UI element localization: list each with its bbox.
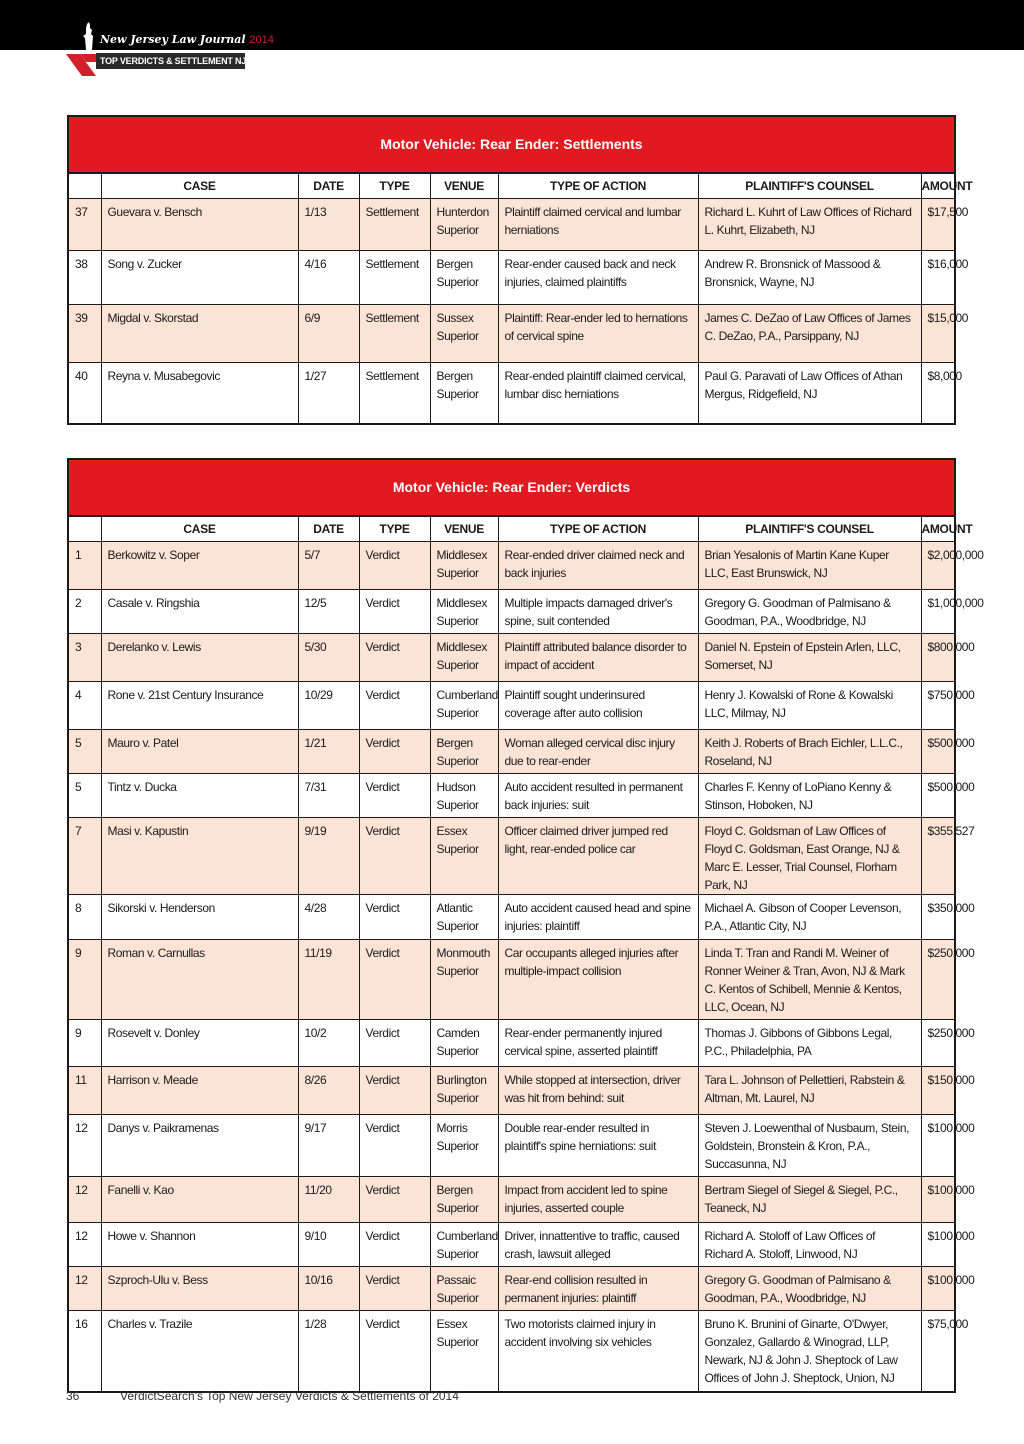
cell-case: Mauro v. Patel xyxy=(101,730,298,774)
cell-action: Driver, innattentive to traffic, caused crash, lawsuit alleged xyxy=(498,1223,698,1267)
cell-case: Harrison v. Meade xyxy=(101,1067,298,1115)
cell-date: 4/28 xyxy=(298,895,359,940)
cell-date: 11/19 xyxy=(298,940,359,1020)
column-header-venue: VENUE xyxy=(430,517,498,542)
cell-date: 7/31 xyxy=(298,774,359,818)
cell-amount: $500,000 xyxy=(921,774,954,818)
table-row xyxy=(69,305,954,363)
cell-action: While stopped at intersection, driver was hit from behind: suit xyxy=(498,1067,698,1115)
cell-rank: 11 xyxy=(69,1067,101,1115)
cell-type: Verdict xyxy=(359,774,430,818)
column-header-action: TYPE OF ACTION xyxy=(498,174,698,199)
cell-action: Car occupants alleged injuries after multiple-impact collision xyxy=(498,940,698,1020)
cell-rank: 3 xyxy=(69,634,101,682)
table-row xyxy=(69,542,954,590)
table-row xyxy=(69,730,954,774)
cell-type: Verdict xyxy=(359,1020,430,1067)
cell-venue: Bergen Superior xyxy=(430,363,498,423)
cell-venue: Hudson Superior xyxy=(430,774,498,818)
cell-type: Settlement xyxy=(359,363,430,423)
cell-counsel: Bertram Siegel of Siegel & Siegel, P.C., Teaneck, NJ xyxy=(698,1177,921,1223)
cell-venue: Essex Superior xyxy=(430,1311,498,1391)
cell-date: 8/26 xyxy=(298,1067,359,1115)
cell-amount: $2,000,000 xyxy=(921,542,954,590)
cell-case: Derelanko v. Lewis xyxy=(101,634,298,682)
cell-action: Rear-ender caused back and neck injuries, claimed plaintiffs xyxy=(498,251,698,305)
cell-amount: $17,500 xyxy=(921,199,954,251)
cell-action: Plaintiff attributed balance disorder to impact of accident xyxy=(498,634,698,682)
cell-date: 1/13 xyxy=(298,199,359,251)
cell-action: Impact from accident led to spine injuries, asserted couple xyxy=(498,1177,698,1223)
cell-venue: Passaic Superior xyxy=(430,1267,498,1311)
cell-rank: 9 xyxy=(69,940,101,1020)
cell-amount: $100,000 xyxy=(921,1267,954,1311)
cell-counsel: Keith J. Roberts of Brach Eichler, L.L.C., Roseland, NJ xyxy=(698,730,921,774)
cell-counsel: Paul G. Paravati of Law Offices of Athan Mergus, Ridgefield, NJ xyxy=(698,363,921,423)
cell-action: Rear-ender permanently injured cervical spine, asserted plaintiff xyxy=(498,1020,698,1067)
cell-rank: 12 xyxy=(69,1115,101,1177)
cell-date: 11/20 xyxy=(298,1177,359,1223)
cell-type: Settlement xyxy=(359,251,430,305)
cell-type: Settlement xyxy=(359,305,430,363)
cell-amount: $15,000 xyxy=(921,305,954,363)
cell-venue: Bergen Superior xyxy=(430,1177,498,1223)
cell-amount: $16,000 xyxy=(921,251,954,305)
cell-venue: Middlesex Superior xyxy=(430,590,498,634)
cell-action: Auto accident resulted in permanent back injuries: suit xyxy=(498,774,698,818)
cell-venue: Atlantic Superior xyxy=(430,895,498,940)
column-header-amount: AMOUNT xyxy=(921,517,954,542)
column-header-venue: VENUE xyxy=(430,174,498,199)
column-header-case: CASE xyxy=(101,174,298,199)
cell-action: Rear-end collision resulted in permanent injuries: plaintiff xyxy=(498,1267,698,1311)
cell-case: Rosevelt v. Donley xyxy=(101,1020,298,1067)
column-header-date: DATE xyxy=(298,174,359,199)
column-header-rank xyxy=(69,517,101,542)
cell-counsel: Richard A. Stoloff of Law Offices of Richard A. Stoloff, Linwood, NJ xyxy=(698,1223,921,1267)
table-row xyxy=(69,590,954,634)
cell-type: Verdict xyxy=(359,940,430,1020)
cell-rank: 12 xyxy=(69,1223,101,1267)
table-row xyxy=(69,895,954,940)
cell-rank: 8 xyxy=(69,895,101,940)
cell-counsel: Charles F. Kenny of LoPiano Kenny & Stinson, Hoboken, NJ xyxy=(698,774,921,818)
cell-case: Fanelli v. Kao xyxy=(101,1177,298,1223)
cell-action: Plaintiff sought underinsured coverage after auto collision xyxy=(498,682,698,730)
cell-type: Verdict xyxy=(359,1115,430,1177)
cell-venue: Monmouth Superior xyxy=(430,940,498,1020)
settlements-table-title: Motor Vehicle: Rear Ender: Settlements xyxy=(69,117,954,174)
cell-amount: $100,000 xyxy=(921,1115,954,1177)
cell-rank: 12 xyxy=(69,1177,101,1223)
cell-case: Masi v. Kapustin xyxy=(101,818,298,895)
cell-date: 9/17 xyxy=(298,1115,359,1177)
column-header-date: DATE xyxy=(298,517,359,542)
cell-amount: $250,000 xyxy=(921,1020,954,1067)
column-header-counsel: PLAINTIFF'S COUNSEL xyxy=(698,174,921,199)
cell-rank: 39 xyxy=(69,305,101,363)
publication-title xyxy=(100,33,274,46)
cell-rank: 5 xyxy=(69,774,101,818)
column-header-counsel: PLAINTIFF'S COUNSEL xyxy=(698,517,921,542)
table-row xyxy=(69,1311,954,1391)
table-row xyxy=(69,1020,954,1067)
cell-date: 6/9 xyxy=(298,305,359,363)
cell-case: Berkowitz v. Soper xyxy=(101,542,298,590)
table-row xyxy=(69,1115,954,1177)
cell-venue: Hunterdon Superior xyxy=(430,199,498,251)
cell-action: Rear-ended driver claimed neck and back injuries xyxy=(498,542,698,590)
table-row xyxy=(69,1067,954,1115)
cell-amount: $1,000,000 xyxy=(921,590,954,634)
cell-action: Plaintiff: Rear-ender led to hernations of cervical spine xyxy=(498,305,698,363)
cell-action: Double rear-ender resulted in plaintiff's spine herniations: suit xyxy=(498,1115,698,1177)
cell-venue: Bergen Superior xyxy=(430,251,498,305)
cell-rank: 16 xyxy=(69,1311,101,1391)
cell-counsel: Henry J. Kowalski of Rone & Kowalski LLC, Milmay, NJ xyxy=(698,682,921,730)
cell-action: Woman alleged cervical disc injury due to rear-ender xyxy=(498,730,698,774)
cell-venue: Burlington Superior xyxy=(430,1067,498,1115)
cell-venue: Cumberland Superior xyxy=(430,682,498,730)
cell-counsel: Linda T. Tran and Randi M. Weiner of Ronner Weiner & Tran, Avon, NJ & Mark C. Kentos of Schibell, Mennie & Kentos, LLC, Ocean, NJ xyxy=(698,940,921,1020)
cell-amount: $355,527 xyxy=(921,818,954,895)
column-header-type: TYPE xyxy=(359,174,430,199)
cell-date: 12/5 xyxy=(298,590,359,634)
cell-type: Verdict xyxy=(359,818,430,895)
verdicts-header-row xyxy=(69,517,954,542)
cell-case: Charles v. Trazile xyxy=(101,1311,298,1391)
cell-rank: 9 xyxy=(69,1020,101,1067)
footer-text: VerdictSearch's Top New Jersey Verdicts & Settlements of 2014 xyxy=(120,1389,459,1403)
cell-date: 5/7 xyxy=(298,542,359,590)
table-row xyxy=(69,634,954,682)
cell-type: Verdict xyxy=(359,1311,430,1391)
section-banner: TOP VERDICTS & SETTLEMENT NJ xyxy=(96,53,245,69)
cell-type: Verdict xyxy=(359,542,430,590)
cell-venue: Morris Superior xyxy=(430,1115,498,1177)
table-row xyxy=(69,940,954,1020)
verdicts-table xyxy=(67,458,984,1393)
cell-amount: $8,000 xyxy=(921,363,954,423)
cell-amount: $250,000 xyxy=(921,940,954,1020)
cell-rank: 2 xyxy=(69,590,101,634)
cell-venue: Cumberland Superior xyxy=(430,1223,498,1267)
verdicts-rows xyxy=(69,542,984,1391)
column-header-action: TYPE OF ACTION xyxy=(498,517,698,542)
cell-venue: Essex Superior xyxy=(430,818,498,895)
cell-rank: 7 xyxy=(69,818,101,895)
cell-rank: 1 xyxy=(69,542,101,590)
masthead-logo xyxy=(66,20,274,76)
table-row xyxy=(69,199,954,251)
cell-action: Officer claimed driver jumped red light, rear-ended police car xyxy=(498,818,698,895)
cell-venue: Bergen Superior xyxy=(430,730,498,774)
cell-date: 1/21 xyxy=(298,730,359,774)
cell-amount: $100,000 xyxy=(921,1223,954,1267)
cell-rank: 4 xyxy=(69,682,101,730)
cell-case: Roman v. Carnullas xyxy=(101,940,298,1020)
cell-counsel: Bruno K. Brunini of Ginarte, O'Dwyer, Gonzalez, Gallardo & Winograd, LLP, Newark, NJ & John J. Sheptock of Law Offices of John J. Sheptock, Union, NJ xyxy=(698,1311,921,1391)
cell-action: Two motorists claimed injury in accident involving six vehicles xyxy=(498,1311,698,1391)
cell-rank: 38 xyxy=(69,251,101,305)
cell-case: Szproch-Ulu v. Bess xyxy=(101,1267,298,1311)
publication-name: New Jersey Law Journal xyxy=(100,33,246,46)
cell-case: Danys v. Paikramenas xyxy=(101,1115,298,1177)
verdicts-table-title: Motor Vehicle: Rear Ender: Verdicts xyxy=(69,460,954,517)
cell-date: 1/28 xyxy=(298,1311,359,1391)
cell-rank: 37 xyxy=(69,199,101,251)
table-row xyxy=(69,818,954,895)
cell-case: Song v. Zucker xyxy=(101,251,298,305)
cell-amount: $100,000 xyxy=(921,1177,954,1223)
cell-counsel: James C. DeZao of Law Offices of James C. DeZao, P.A., Parsippany, NJ xyxy=(698,305,921,363)
cell-counsel: Andrew R. Bronsnick of Massood & Bronsnick, Wayne, NJ xyxy=(698,251,921,305)
cell-counsel: Gregory G. Goodman of Palmisano & Goodman, P.A., Woodbridge, NJ xyxy=(698,590,921,634)
column-header-amount: AMOUNT xyxy=(921,174,954,199)
cell-action: Auto accident caused head and spine injuries: plaintiff xyxy=(498,895,698,940)
cell-counsel: Steven J. Loewenthal of Nusbaum, Stein, Goldstein, Bronstein & Kron, P.A., Succasunna, NJ xyxy=(698,1115,921,1177)
cell-amount: $75,000 xyxy=(921,1311,954,1391)
page-footer xyxy=(66,1389,459,1403)
cell-type: Settlement xyxy=(359,199,430,251)
cell-amount: $750,000 xyxy=(921,682,954,730)
cell-case: Migdal v. Skorstad xyxy=(101,305,298,363)
cell-amount: $800,000 xyxy=(921,634,954,682)
table-row xyxy=(69,1223,954,1267)
settlements-header-row xyxy=(69,174,954,199)
cell-venue: Camden Superior xyxy=(430,1020,498,1067)
table-row xyxy=(69,363,954,423)
table-row xyxy=(69,251,954,305)
cell-date: 10/16 xyxy=(298,1267,359,1311)
cell-venue: Middlesex Superior xyxy=(430,634,498,682)
cell-amount: $350,000 xyxy=(921,895,954,940)
settlements-table xyxy=(67,115,973,425)
cell-date: 9/19 xyxy=(298,818,359,895)
cell-rank: 40 xyxy=(69,363,101,423)
cell-case: Sikorski v. Henderson xyxy=(101,895,298,940)
cell-counsel: Tara L. Johnson of Pellettieri, Rabstein & Altman, Mt. Laurel, NJ xyxy=(698,1067,921,1115)
cell-case: Tintz v. Ducka xyxy=(101,774,298,818)
cell-rank: 12 xyxy=(69,1267,101,1311)
cell-type: Verdict xyxy=(359,1223,430,1267)
settlements-rows xyxy=(69,199,969,423)
cell-type: Verdict xyxy=(359,682,430,730)
cell-venue: Middlesex Superior xyxy=(430,542,498,590)
cell-date: 5/30 xyxy=(298,634,359,682)
cell-date: 10/2 xyxy=(298,1020,359,1067)
column-header-type: TYPE xyxy=(359,517,430,542)
cell-date: 1/27 xyxy=(298,363,359,423)
table-row xyxy=(69,682,954,730)
page-number: 36 xyxy=(66,1389,80,1403)
cell-case: Howe v. Shannon xyxy=(101,1223,298,1267)
cell-type: Verdict xyxy=(359,634,430,682)
table-row xyxy=(69,1177,954,1223)
cell-amount: $150,000 xyxy=(921,1067,954,1115)
cell-case: Rone v. 21st Century Insurance xyxy=(101,682,298,730)
cell-type: Verdict xyxy=(359,1177,430,1223)
cell-counsel: Gregory G. Goodman of Palmisano & Goodman, P.A., Woodbridge, NJ xyxy=(698,1267,921,1311)
cell-venue: Sussex Superior xyxy=(430,305,498,363)
column-header-rank xyxy=(69,174,101,199)
publication-year: 2014 xyxy=(249,34,274,46)
cell-type: Verdict xyxy=(359,895,430,940)
cell-counsel: Richard L. Kuhrt of Law Offices of Richard L. Kuhrt, Elizabeth, NJ xyxy=(698,199,921,251)
verdicts-grid xyxy=(69,517,984,1391)
cell-counsel: Thomas J. Gibbons of Gibbons Legal, P.C., Philadelphia, PA xyxy=(698,1020,921,1067)
cell-case: Casale v. Ringshia xyxy=(101,590,298,634)
cell-case: Guevara v. Bensch xyxy=(101,199,298,251)
cell-date: 4/16 xyxy=(298,251,359,305)
cell-counsel: Daniel N. Epstein of Epstein Arlen, LLC, Somerset, NJ xyxy=(698,634,921,682)
column-header-case: CASE xyxy=(101,517,298,542)
cell-counsel: Michael A. Gibson of Cooper Levenson, P.A., Atlantic City, NJ xyxy=(698,895,921,940)
settlements-grid xyxy=(69,174,973,423)
table-row xyxy=(69,774,954,818)
cell-case: Reyna v. Musabegovic xyxy=(101,363,298,423)
cell-type: Verdict xyxy=(359,590,430,634)
table-row xyxy=(69,1267,954,1311)
cell-counsel: Floyd C. Goldsman of Law Offices of Floyd C. Goldsman, East Orange, NJ & Marc E. Lesser, Trial Counsel, Florham Park, NJ xyxy=(698,818,921,895)
cell-date: 10/29 xyxy=(298,682,359,730)
cell-type: Verdict xyxy=(359,1267,430,1311)
cell-action: Rear-ended plaintiff claimed cervical, lumbar disc herniations xyxy=(498,363,698,423)
cell-action: Plaintiff claimed cervical and lumbar herniations xyxy=(498,199,698,251)
cell-type: Verdict xyxy=(359,730,430,774)
cell-action: Multiple impacts damaged driver's spine, suit contended xyxy=(498,590,698,634)
cell-amount: $500,000 xyxy=(921,730,954,774)
cell-rank: 5 xyxy=(69,730,101,774)
cell-type: Verdict xyxy=(359,1067,430,1115)
cell-counsel: Brian Yesalonis of Martin Kane Kuper LLC, East Brunswick, NJ xyxy=(698,542,921,590)
cell-date: 9/10 xyxy=(298,1223,359,1267)
